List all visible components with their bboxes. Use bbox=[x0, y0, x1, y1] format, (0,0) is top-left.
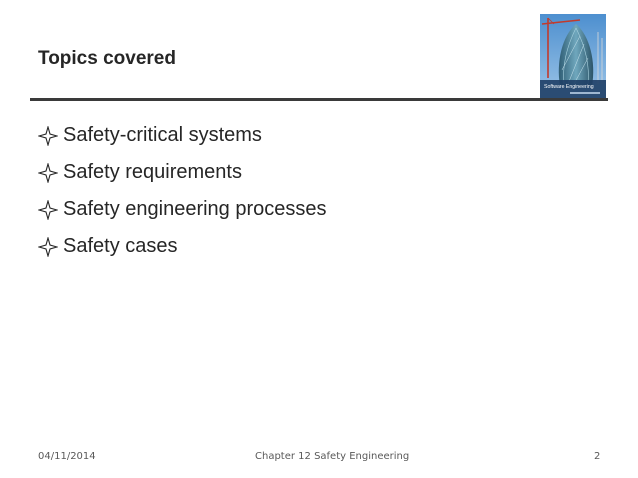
bullet-text: Safety-critical systems bbox=[63, 124, 262, 146]
footer-date: 04/11/2014 bbox=[38, 451, 96, 462]
list-item bbox=[38, 154, 327, 191]
four-point-star-icon bbox=[38, 163, 58, 183]
four-point-star-icon bbox=[38, 126, 58, 146]
list-item bbox=[38, 191, 327, 228]
book-cover-title: Software Engineering bbox=[544, 84, 594, 90]
list-item bbox=[38, 117, 327, 154]
four-point-star-icon bbox=[38, 200, 58, 220]
title-divider bbox=[30, 98, 608, 101]
slide-title: Topics covered bbox=[38, 48, 176, 69]
bullet-text: Safety engineering processes bbox=[63, 198, 327, 220]
book-cover-image bbox=[540, 14, 606, 100]
bullet-list bbox=[38, 117, 327, 265]
footer-page-number: 2 bbox=[594, 451, 601, 462]
bullet-text: Safety cases bbox=[63, 235, 178, 257]
bullet-text: Safety requirements bbox=[63, 161, 242, 183]
book-cover-illustration bbox=[540, 14, 606, 100]
four-point-star-icon bbox=[38, 237, 58, 257]
list-item bbox=[38, 228, 327, 265]
footer-chapter: Chapter 12 Safety Engineering bbox=[255, 451, 410, 462]
